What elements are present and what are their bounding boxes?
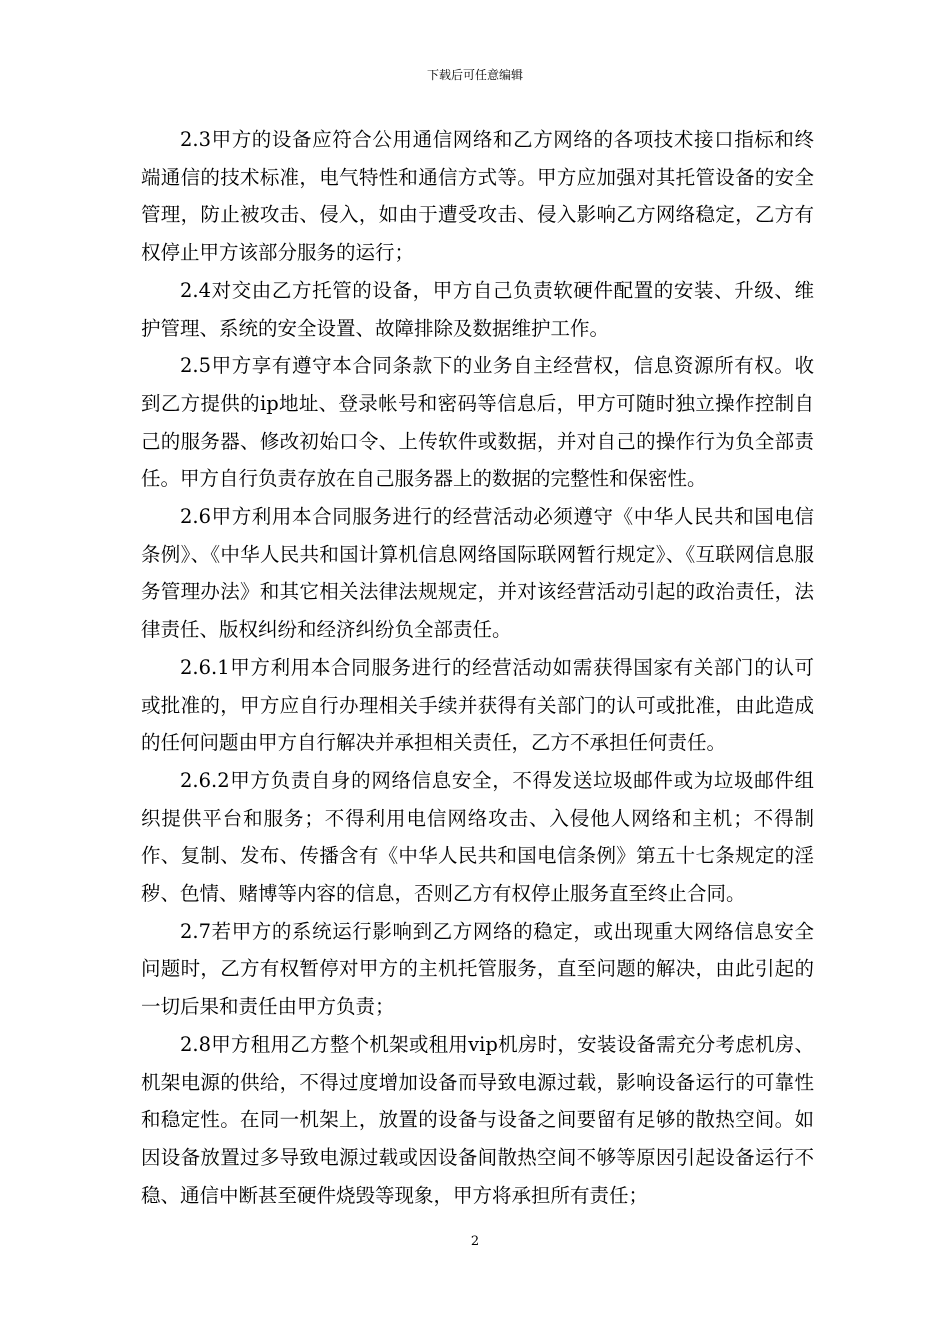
clause-2-6-2: 2.6.2甲方负责自身的网络信息安全，不得发送垃圾邮件或为垃圾邮件组织提供平台和服务；不得利用电信网络攻击、入侵他人网络和主机；不得制作、复制、发布、传播含有《中华人民共和国电信条例》第五十七条规定的淫秽、色情、赌博等内容的信息，否则乙方有权停止服务直至终止合同。 (141, 768, 814, 906)
page-number: 2 (470, 1234, 480, 1249)
clause-2-7: 2.7若甲方的系统运行影响到乙方网络的稳定，或出现重大网络信息安全问题时，乙方有权暂停对甲方的主机托管服务，直至问题的解决，由此引起的一切后果和责任由甲方负责； (141, 919, 814, 1019)
page-header: 下载后可任意编辑 (426, 68, 523, 82)
clause-2-6-1: 2.6.1甲方利用本合同服务进行的经营活动如需获得国家有关部门的认可或批准的，甲方应自行办理相关手续并获得有关部门的认可或批准，由此造成的任何问题由甲方自行解决并承担相关责任，乙方不承担任何责任。 (141, 655, 814, 755)
clause-2-4: 2.4对交由乙方托管的设备，甲方自己负责软硬件配置的安装、升级、维护管理、系统的安全设置、故障排除及数据维护工作。 (141, 278, 814, 340)
clause-2-5: 2.5甲方享有遵守本合同条款下的业务自主经营权，信息资源所有权。收到乙方提供的ip地址、登录帐号和密码等信息后，甲方可随时独立操作控制自己的服务器、修改初始口令、上传软件或数据，并对自己的操作行为负全部责任。甲方自行负责存放在自己服务器上的数据的完整性和保密性。 (141, 354, 814, 491)
clause-2-6: 2.6甲方利用本合同服务进行的经营活动必须遵守《中华人民共和国电信条例》、《中华人民共和国计算机信息网络国际联网暂行规定》、《互联网信息服务管理办法》和其它相关法律法规规定，并对该经营活动引起的政治责任，法律责任、版权纠纷和经济纠纷负全部责任。 (141, 505, 814, 642)
document-body (141, 121, 814, 1214)
clause-2-3: 2.3甲方的设备应符合公用通信网络和乙方网络的各项技术接口指标和终端通信的技术标准，电气特性和通信方式等。甲方应加强对其托管设备的安全管理，防止被攻击、侵入，如由于遭受攻击、侵入影响乙方网络稳定，乙方有权停止甲方该部分服务的运行； (141, 128, 814, 265)
clause-2-8: 2.8甲方租用乙方整个机架或租用vip机房时，安装设备需充分考虑机房、机架电源的供给，不得过度增加设备而导致电源过载，影响设备运行的可靠性和稳定性。在同一机架上，放置的设备与设备之间要留有足够的散热空间。如因设备放置过多导致电源过载或因设备间散热空间不够等原因引起设备运行不稳、通信中断甚至硬件烧毁等现象，甲方将承担所有责任； (141, 1032, 814, 1207)
